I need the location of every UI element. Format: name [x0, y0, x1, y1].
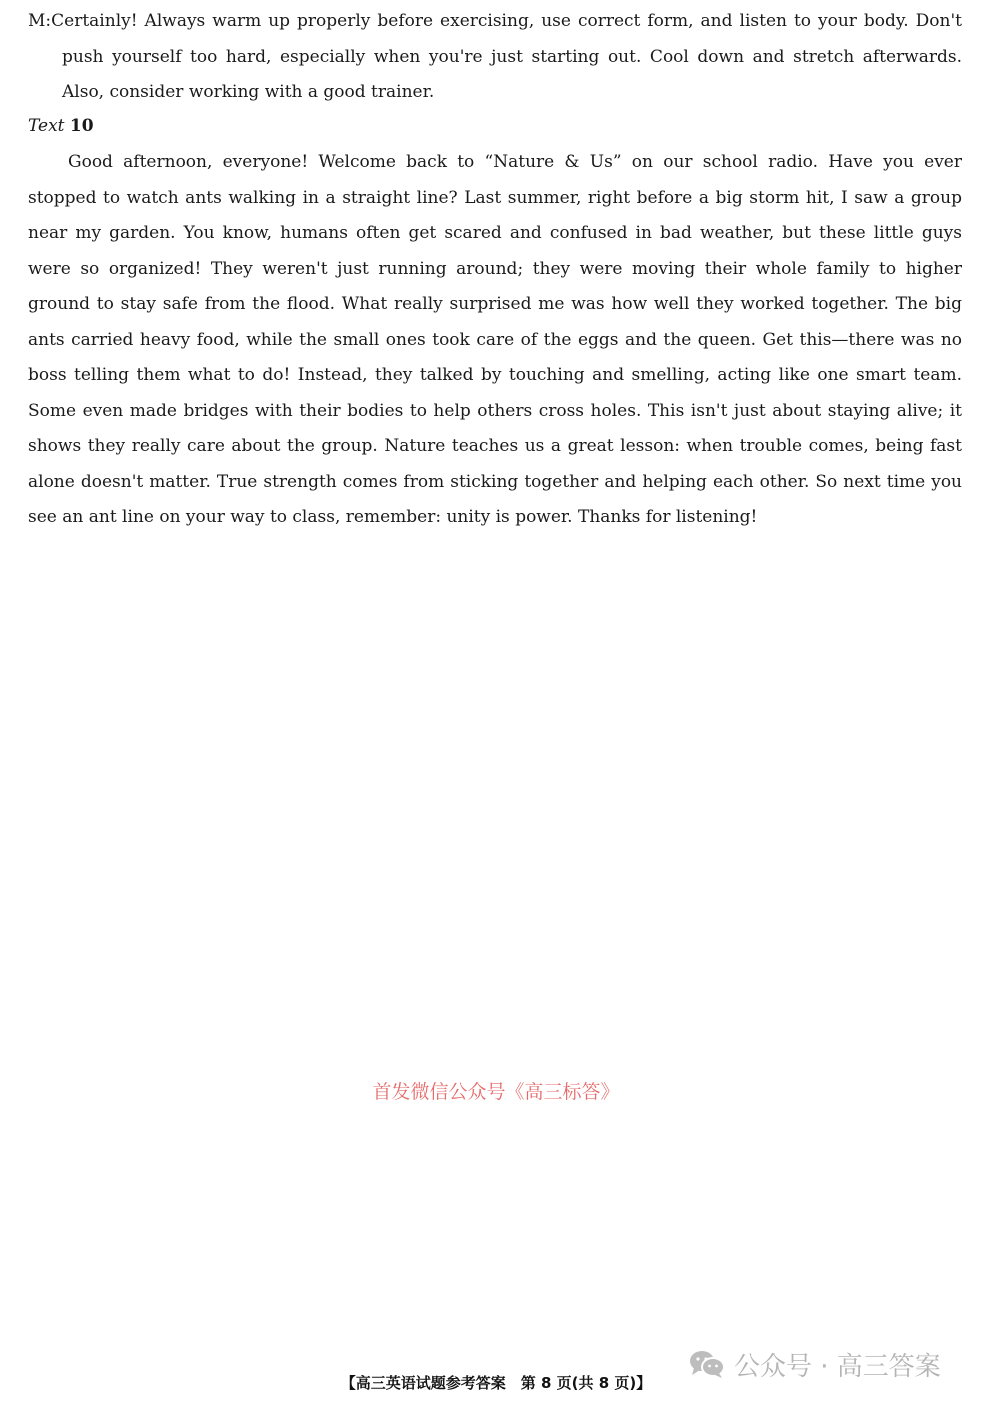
section-heading: [28, 111, 94, 141]
dialogue-line: [28, 4, 962, 111]
section-label-word: Text: [28, 116, 65, 136]
dialogue-text: Certainly! Always warm up properly before exercising, use correct form, and listen to your body. Don't push yourself too hard, especially when you're just starting out. Cool down and stretch afterwards. Also, consider working with a good trainer.: [51, 11, 962, 102]
section-label-number: 10: [69, 116, 94, 136]
speaker-label: M:: [28, 11, 52, 31]
page-footer: 【高三英语试题参考答案 第 8 页(共 8 页)】: [340, 1374, 652, 1392]
passage-text: Good afternoon, everyone! Welcome back to “Nature & Us” on our school radio. Have you ever stopped to watch ants walking in a straight line? Last summer, right before a big storm hit, I saw a group near my garden. You know, humans often get scared and confused in bad weather, but these little guys were so organized! They weren't just running around; they were moving their whole family to higher ground to stay safe from the flood. What really surprised me was how well they worked together. The big ants carried heavy food, while the small ones took care of the eggs and the queen. Get this—there was no boss telling them what to do! Instead, they talked by touching and smelling, acting like one smart team. Some even made bridges with their bodies to help others cross holes. This isn't just about staying alive; it shows they really care about the group. Nature teaches us a great lesson: when trouble comes, being fast alone doesn't matter. True strength comes from sticking together and helping each other. So next time you see an ant line on your way to class, remember: unity is power. Thanks for listening!: [28, 152, 962, 527]
wechat-watermark-text: 公众号 · 高三答案: [734, 1351, 941, 1382]
red-watermark: 首发微信公众号《高三标答》: [372, 1081, 620, 1103]
